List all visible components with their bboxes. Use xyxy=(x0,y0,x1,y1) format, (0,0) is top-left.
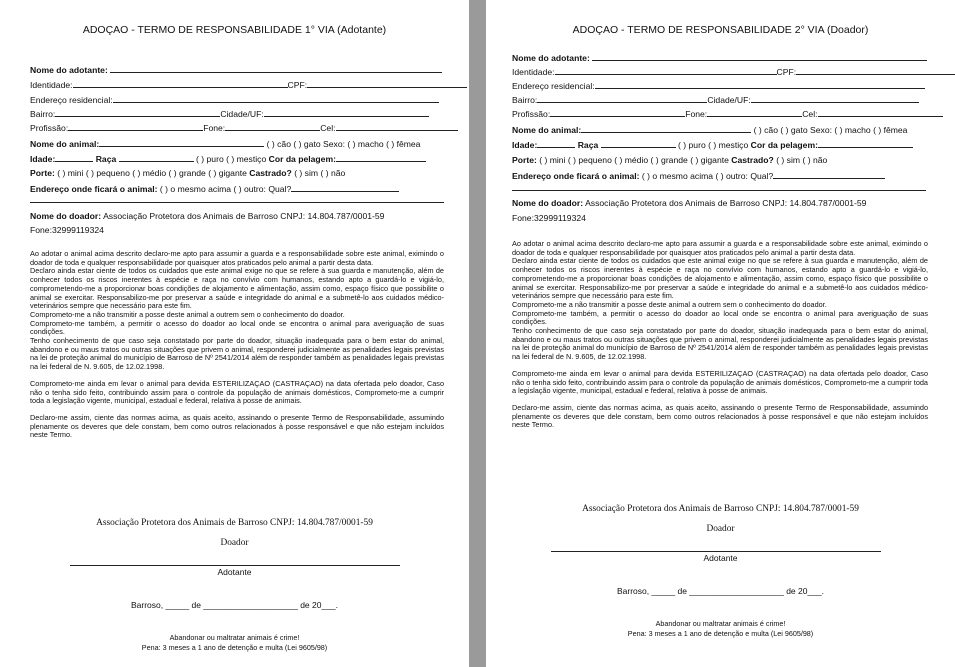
field-bairro[interactable]: Bairro: Cidade/UF: xyxy=(30,108,429,120)
signature-line[interactable] xyxy=(70,565,400,566)
warning-line-1: Abandonar ou maltratar animais é crime! xyxy=(169,633,300,642)
org-signature: Associação Protetora dos Animais de Barroso CNPJ: 14.804.787/0001-59 xyxy=(96,518,373,528)
field-nome-adotante[interactable]: Nome do adotante: xyxy=(512,52,927,64)
doador-label: Doador xyxy=(706,524,735,534)
org-signature: Associação Protetora dos Animais de Barroso CNPJ: 14.804.787/0001-59 xyxy=(582,504,859,514)
terms-body: Ao adotar o animal acima descrito declaro-me apto para assumir a guarda e a responsabilidade sobre este animal, eximindo o doador de toda e qualquer responsabilidade por quaisquer atos praticados pelo animal a partir desta data. Declaro ainda estar ciente de todos os cuidados que este animal exige no que se refere à sua guarda e manutenção, além de conhecer todos os riscos inerentes à espécie e raça no convívio com humanos, estando apto a guardá-lo e vigiá-lo, comprometendo-me a proporcionar boas condições de alojamento e alimentação, assim como, espaço físico que possibilite o animal se exercitar. Responsabilizo-me por preservar a saúde e integridade do animal e a submetê-lo aos cuidados médico-veterinários sempre que necessário para este fim. Comprometo-me a não transmitir a posse deste animal a outrem sem o conhecimento do doador. Comprometo-me também, a permitir o acesso do doador ao local onde se encontra o animal para averiguação de suas condições. Tenho conhecimento de que caso seja constatado por parte do doador, situação inadequada para o bem estar do animal, abandono e ou maus tratos ou outras situações que privem o animal, responderei judicialmente as penalidades legais previstas na lei de proteção animal do município de Barroso de Nº 2541/2014 além de responder também as penalidades legais previstas na lei federal de N. 9.605, de 12.02.1998. Comprometo-me ainda em levar o animal para devida ESTERILIZAÇAO (CASTRAÇAO) na data ofertada pelo doador, Caso não o tenha sido feito, contribuindo assim para o controle da população de animais domésticos, Comprometo-me a cumprir toda a legislação vigente, municipal, estadual e federal, relativa à posse de animais. Declaro-me assim, ciente das normas acima, as quais aceito, assinando o presente Termo de Responsabilidade, assumindo plenamente os deveres que dele constam, bem como outros relacionados à posse responsável e que não estejam incluídos neste Termo. xyxy=(512,239,928,430)
field-identidade[interactable]: Identidade: CPF: xyxy=(30,79,467,91)
terms-body: Ao adotar o animal acima descrito declaro-me apto para assumir a guarda e a responsabilidade sobre este animal, eximindo o doador de toda e qualquer responsabilidade por quaisquer atos praticados pelo animal a partir desta data. Declaro ainda estar ciente de todos os cuidados que este animal exige no que se refere à sua guarda e manutenção, além de conhecer todos os riscos inerentes à espécie e raça no convívio com humanos, estando apto a guardá-lo e vigiá-lo, comprometendo-me a proporcionar boas condições de alojamento e alimentação, assim como, espaço físico que possibilite o animal se exercitar. Responsabilizo-me por preservar a saúde e integridade do animal e a submetê-lo aos cuidados médico-veterinários sempre que necessário para este fim. Comprometo-me a não transmitir a posse deste animal a outrem sem o conhecimento do doador. Comprometo-me também, a permitir o acesso do doador ao local onde se encontra o animal para averiguação de suas condições. Tenho conhecimento de que caso seja constatado por parte do doador, situação inadequada para o bem estar do animal, abandono e ou maus tratos ou outras situações que privem o animal, responderei judicialmente as penalidades legais previstas na lei de proteção animal do município de Barroso de Nº 2541/2014 além de responder também as penalidades legais previstas na lei federal de N. 9.605, de 12.02.1998. Comprometo-me ainda em levar o animal para devida ESTERILIZAÇAO (CASTRAÇAO) na data ofertada pelo doador, Caso não o tenha sido feito, contribuindo assim para o controle da população de animais domésticos, Comprometo-me a cumprir toda a legislação vigente, municipal, estadual e federal, relativa à posse de animais. Declaro-me assim, ciente das normas acima, as quais aceito, assinando o presente Termo de Responsabilidade, assumindo plenamente os deveres que dele constam, bem como outros relacionados à posse responsável e que não estejam incluídos neste Termo. xyxy=(30,249,444,440)
nome-doador: Nome do doador: Associação Protetora dos Animais de Barroso CNPJ: 14.804.787/0001-59 xyxy=(30,211,385,221)
date-line: Barroso, _____ de ____________________ de 20___. xyxy=(130,600,339,610)
field-endereco[interactable]: Endereço residencial: xyxy=(30,94,439,106)
adotante-label: Adotante xyxy=(703,553,738,563)
fone-doador: Fone:32999119324 xyxy=(30,225,104,235)
field-endereco[interactable]: Endereço residencial: xyxy=(512,80,925,92)
field-profissao[interactable]: Profissão: Fone: Cel: xyxy=(30,122,458,134)
field-profissao[interactable]: Profissão: Fone: Cel: xyxy=(512,108,943,120)
fone-doador: Fone:32999119324 xyxy=(512,213,586,223)
warning-line-2: Pena: 3 meses a 1 ano de detenção e multa (Lei 9605/98) xyxy=(141,643,328,652)
field-bairro[interactable]: Bairro: Cidade/UF: xyxy=(512,94,919,106)
date-line: Barroso, _____ de ____________________ de 20___. xyxy=(616,586,825,596)
document-title: ADOÇAO - TERMO DE RESPONSABILIDADE 2° VIA (Doador) xyxy=(572,24,869,36)
nome-doador: Nome do doador: Associação Protetora dos Animais de Barroso CNPJ: 14.804.787/0001-59 xyxy=(512,198,867,208)
field-porte[interactable]: Porte: ( ) mini ( ) pequeno ( ) médio ( ) grande ( ) gigante Castrado? ( ) sim ( ) não xyxy=(30,168,346,178)
field-nome-adotante[interactable]: Nome do adotante: xyxy=(30,64,442,76)
warning-line-2: Pena: 3 meses a 1 ano de detenção e multa (Lei 9605/98) xyxy=(627,629,814,638)
page-doador xyxy=(486,0,955,667)
page-adotante xyxy=(0,0,469,667)
document-title: ADOÇAO - TERMO DE RESPONSABILIDADE 1° VIA (Adotante) xyxy=(82,24,387,36)
field-nome-animal[interactable]: Nome do animal: ( ) cão ( ) gato Sexo: ( ) macho ( ) fêmea xyxy=(512,125,908,135)
signature-line[interactable] xyxy=(551,551,881,552)
field-porte[interactable]: Porte: ( ) mini ( ) pequeno ( ) médio ( ) grande ( ) gigante Castrado? ( ) sim ( ) não xyxy=(512,155,828,165)
field-idade[interactable]: Idade: Raça ( ) puro ( ) mestiço Cor da pelagem: xyxy=(512,139,913,151)
field-nome-animal[interactable]: Nome do animal: ( ) cão ( ) gato Sexo: ( ) macho ( ) fêmea xyxy=(30,139,421,149)
blank-line xyxy=(512,190,926,191)
field-idade[interactable]: Idade: Raça ( ) puro ( ) mestiço Cor da pelagem: xyxy=(30,153,426,165)
field-endereco-animal[interactable]: Endereço onde ficará o animal: ( ) o mesmo acima ( ) outro: Qual? xyxy=(512,170,885,182)
page-gutter xyxy=(469,0,486,667)
blank-line xyxy=(30,202,444,203)
doador-label: Doador xyxy=(220,538,249,548)
adotante-label: Adotante xyxy=(217,567,252,577)
field-identidade[interactable]: Identidade: CPF: xyxy=(512,66,955,78)
field-endereco-animal[interactable]: Endereço onde ficará o animal: ( ) o mesmo acima ( ) outro: Qual? xyxy=(30,183,399,195)
warning-line-1: Abandonar ou maltratar animais é crime! xyxy=(655,619,786,628)
